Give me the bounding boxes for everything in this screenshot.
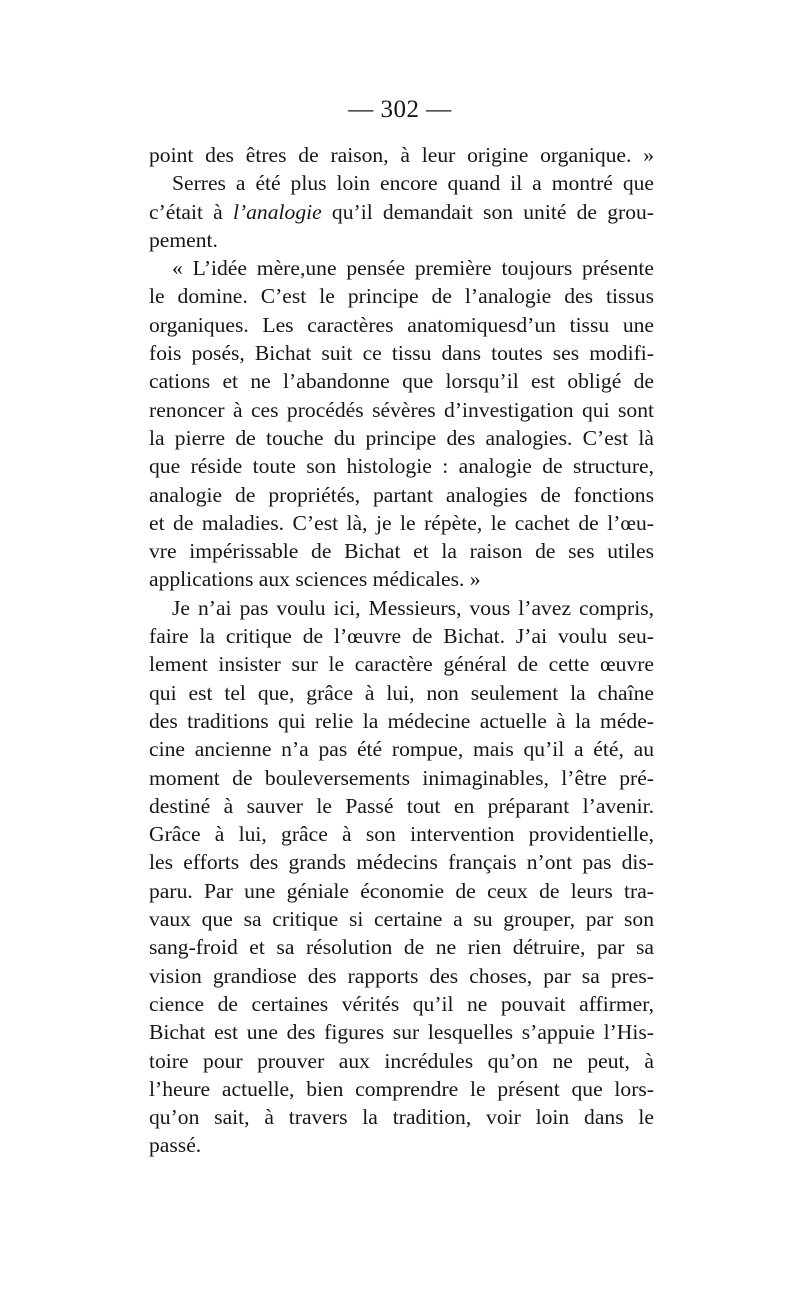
text-line: lement insister sur le caractère général de cette œuvre <box>149 652 654 677</box>
text-line: qu’on sait, à travers la tradition, voir loin dans le <box>149 1105 654 1130</box>
text-line: destiné à sauver le Passé tout en préparant l’avenir. <box>149 793 654 818</box>
text-line: des traditions qui relie la médecine actuelle à la méde- <box>149 708 654 733</box>
text-line: le domine. C’est le principe de l’analogie des tissus <box>149 284 654 309</box>
text-line: la pierre de touche du principe des analogies. C’est là <box>149 425 654 450</box>
text-line: applications aux sciences médicales. » <box>149 567 481 592</box>
text-line: analogie de propriétés, partant analogies de fonctions <box>149 482 654 507</box>
text-line: point des êtres de raison, à leur origine organique. » <box>149 143 654 167</box>
text-line: Grâce à lui, grâce à son intervention providentielle, <box>149 822 654 847</box>
text-line: « L’idée mère,une pensée première toujours présente <box>172 256 654 281</box>
text-line: paru. Par une géniale économie de ceux de leurs tra- <box>149 878 654 903</box>
text-line: sang-froid et sa résolution de ne rien détruire, par sa <box>149 935 654 960</box>
text-line <box>149 198 654 226</box>
text-line: vre impérissable de Bichat et la raison de ses utiles <box>149 539 654 564</box>
text-run: qu’il demandait son unité de grou- <box>321 199 654 224</box>
text-line: faire la critique de l’œuvre de Bichat. J’ai voulu seu- <box>149 624 654 649</box>
text-line: toire pour prouver aux incrédules qu’on ne peut, à <box>149 1048 654 1073</box>
text-run: Serres a été plus loin encore quand il a montré que <box>172 171 654 196</box>
text-line: moment de bouleversements inimaginables, l’être pré- <box>149 765 654 790</box>
body-text <box>149 141 654 1160</box>
text-line: organiques. Les caractères anatomiquesd’un tissu une <box>149 312 654 337</box>
text-line: cience de certaines vérités qu’il ne pouvait affirmer, <box>149 991 654 1016</box>
text-line: que réside toute son histologie : analogie de structure, <box>149 454 654 479</box>
italic-term: l’analogie <box>232 199 322 224</box>
text-line: cations et ne l’abandonne que lorsqu’il est obligé de <box>149 369 654 394</box>
text-line: qui est tel que, grâce à lui, non seulement la chaîne <box>149 680 654 705</box>
text-line: l’heure actuelle, bien comprendre le présent que lors- <box>149 1076 654 1101</box>
text-line: passé. <box>149 1133 202 1158</box>
text-line <box>149 169 654 197</box>
text-line: pement. <box>149 227 218 252</box>
text-line: Je n’ai pas voulu ici, Messieurs, vous l’avez compris, <box>172 595 654 620</box>
text-line: Bichat est une des figures sur lesquelles s’appuie l’His- <box>149 1020 654 1045</box>
text-line: renoncer à ces procédés sévères d’investigation qui sont <box>149 397 654 422</box>
text-run: c’était à <box>149 199 233 224</box>
text-line: cine ancienne n’a pas été rompue, mais qu’il a été, au <box>149 737 654 762</box>
text-line: et de maladies. C’est là, je le répète, le cachet de l’œu- <box>149 510 654 535</box>
text-line: fois posés, Bichat suit ce tissu dans toutes ses modifi- <box>149 341 654 366</box>
text-line: vaux que sa critique si certaine a su grouper, par son <box>149 907 654 932</box>
text-line: les efforts des grands médecins français n’ont pas dis- <box>149 850 654 875</box>
text-line: vision grandiose des rapports des choses, par sa pres- <box>149 963 654 988</box>
page-number: — 302 — <box>348 96 452 123</box>
